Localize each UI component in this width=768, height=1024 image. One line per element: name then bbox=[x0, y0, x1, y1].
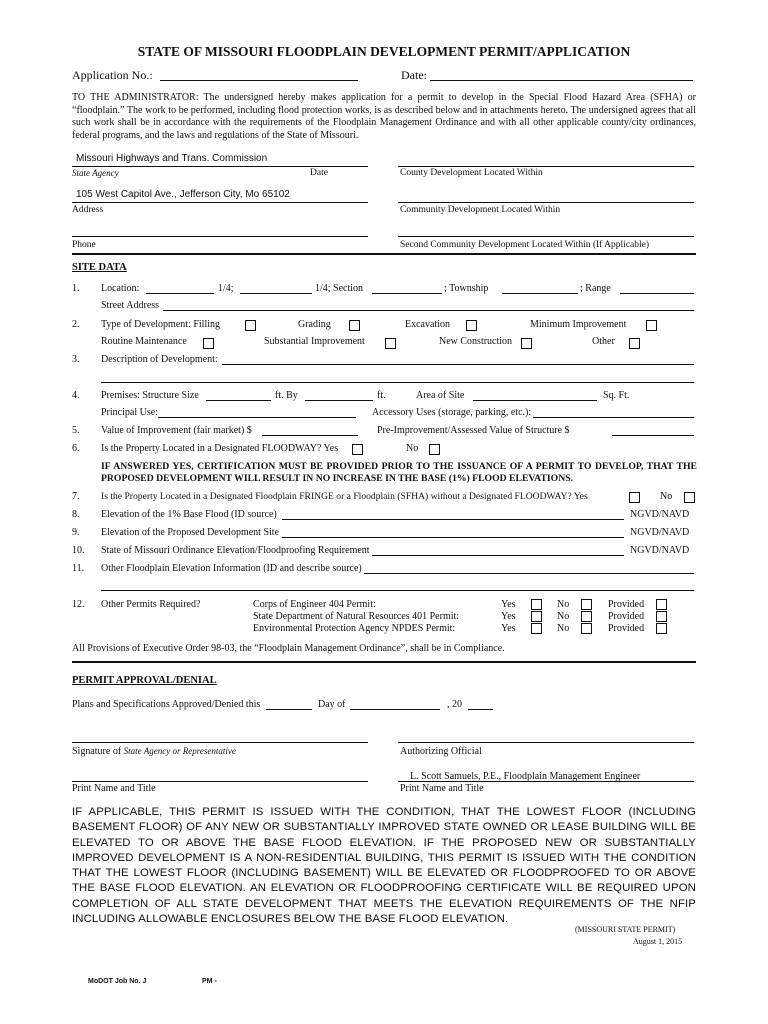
fringe-no-label: No bbox=[660, 491, 673, 502]
print-name-line-left[interactable] bbox=[72, 781, 368, 782]
missouri-state-permit-label: (MISSOURI STATE PERMIT) bbox=[575, 925, 676, 934]
permit-row-provided: Provided bbox=[608, 599, 645, 610]
structure-size-field-2[interactable] bbox=[305, 400, 373, 401]
item6-num: 6. bbox=[72, 443, 80, 454]
item1-num: 1. bbox=[72, 283, 80, 294]
location-q1-field[interactable] bbox=[146, 293, 214, 294]
item5-num: 5. bbox=[72, 425, 80, 436]
area-of-site-label: Area of Site bbox=[416, 390, 465, 401]
other-elevation-label: Other Floodplain Elevation Information (ID and describe source) bbox=[101, 563, 362, 574]
other-elevation-field-2[interactable] bbox=[101, 590, 694, 591]
range-field[interactable] bbox=[620, 293, 694, 294]
permit-401-yes-checkbox[interactable] bbox=[531, 611, 542, 622]
signature-line-right[interactable] bbox=[398, 742, 694, 743]
approval-month-field[interactable] bbox=[350, 709, 440, 710]
section-label: 1/4; Section bbox=[315, 283, 364, 294]
permit-row-no: No bbox=[557, 623, 570, 634]
ordinance-elevation-label: State of Missouri Ordinance Elevation/Floodproofing Requirement bbox=[101, 545, 370, 556]
permit-row-provided: Provided bbox=[608, 623, 645, 634]
street-address-field[interactable] bbox=[163, 310, 694, 311]
date-field[interactable] bbox=[430, 80, 693, 81]
permit-row-no: No bbox=[557, 611, 570, 622]
item12-num: 12. bbox=[72, 599, 85, 610]
plans-approved-label: Plans and Specifications Approved/Denied this bbox=[72, 699, 261, 710]
filling-checkbox[interactable] bbox=[245, 320, 256, 331]
principal-use-field[interactable] bbox=[158, 417, 356, 418]
township-field[interactable] bbox=[502, 293, 578, 294]
print-name-label-left: Print Name and Title bbox=[72, 783, 156, 794]
certification-warning: IF ANSWERED YES, CERTIFICATION MUST BE PROVIDED PRIOR TO THE ISSUANCE OF A PERMIT TO DEVELOP, THAT THE PROPOSED DEVELOPMENT WILL RESULT IN NO INCREASE IN THE BASE (1%) FLOOD ELEVATIONS. bbox=[101, 461, 697, 484]
description-field-1[interactable] bbox=[222, 364, 694, 365]
type-of-development-label: Type of Development: Filling bbox=[101, 319, 221, 330]
approval-day-field[interactable] bbox=[266, 709, 312, 710]
street-address-label: Street Address bbox=[101, 300, 160, 311]
permit-404-provided-checkbox[interactable] bbox=[656, 599, 667, 610]
permit-row-name: Environmental Protection Agency NPDES Permit: bbox=[253, 623, 456, 634]
agency-value[interactable]: Missouri Highways and Trans. Commission bbox=[76, 153, 268, 164]
signature-line-left[interactable] bbox=[72, 742, 368, 743]
permit-row-name: Corps of Engineer 404 Permit: bbox=[253, 599, 376, 610]
item4-num: 4. bbox=[72, 390, 80, 401]
other-label: Other bbox=[592, 336, 615, 347]
item2-num: 2. bbox=[72, 319, 80, 330]
other-elevation-field-1[interactable] bbox=[364, 573, 694, 574]
accessory-uses-field[interactable] bbox=[533, 417, 694, 418]
signature-label-italic: State Agency or Representative bbox=[123, 746, 236, 756]
ordinance-elevation-field[interactable] bbox=[372, 555, 624, 556]
area-of-site-field[interactable] bbox=[473, 400, 597, 401]
value-of-improvement-field[interactable] bbox=[262, 435, 358, 436]
grading-checkbox[interactable] bbox=[349, 320, 360, 331]
permit-npdes-provided-checkbox[interactable] bbox=[656, 623, 667, 634]
description-label: Description of Development: bbox=[101, 354, 218, 365]
base-flood-elevation-field[interactable] bbox=[282, 519, 624, 520]
floodway-no-label: No bbox=[406, 443, 419, 454]
ordinance-elevation-unit: NGVD/NAVD bbox=[630, 545, 690, 556]
approval-year-field[interactable] bbox=[468, 709, 493, 710]
site-elevation-field[interactable] bbox=[282, 537, 624, 538]
agency-line bbox=[72, 166, 368, 167]
permit-npdes-yes-checkbox[interactable] bbox=[531, 623, 542, 634]
section-field[interactable] bbox=[372, 293, 442, 294]
fringe-question: Is the Property Located in a Designated Floodplain FRINGE or a Floodplain (SFHA) without a Designated FLOODWAY? Yes bbox=[101, 491, 588, 502]
provisions-statement: All Provisions of Executive Order 98-03, the “Floodplain Management Ordinance”, shall be in Compliance. bbox=[72, 643, 505, 654]
pre-improvement-label: Pre-Improvement/Assessed Value of Structure $ bbox=[377, 425, 570, 436]
year-label: , 20 bbox=[447, 699, 462, 710]
site-elevation-unit: NGVD/NAVD bbox=[630, 527, 690, 538]
form-title: STATE OF MISSOURI FLOODPLAIN DEVELOPMENT PERMIT/APPLICATION bbox=[137, 44, 631, 59]
permit-row-name: State Department of Natural Resources 401 Permit: bbox=[253, 611, 460, 622]
intro-paragraph: TO THE ADMINISTRATOR: The undersigned hereby makes application for a permit to develop in the Special Flood Hazard Area (SFHA) or “floodplain.” The work to be performed, including flood protection works, is as described below and in attachments hereto. The undersigned agrees that all such work shall be in accordance with the requirements of the Floodplain Management Ordinance and with all other applicable county/city ordinances, federal programs, and the laws and regulations of the State of Missouri. bbox=[72, 92, 696, 141]
floodway-yes-checkbox[interactable] bbox=[352, 444, 363, 455]
location-q2-field[interactable] bbox=[240, 293, 312, 294]
value-of-improvement-label: Value of Improvement (fair market) $ bbox=[101, 425, 252, 436]
separator-middle bbox=[72, 661, 696, 663]
new-construction-checkbox[interactable] bbox=[521, 338, 532, 349]
address-value[interactable]: 105 West Capitol Ave., Jefferson City, Mo 65102 bbox=[76, 189, 290, 200]
application-no-field[interactable] bbox=[160, 80, 358, 81]
permit-approval-heading: PERMIT APPROVAL/DENIAL bbox=[72, 675, 217, 686]
structure-size-field-1[interactable] bbox=[206, 400, 271, 401]
community-label: Community Development Located Within bbox=[400, 205, 561, 215]
routine-maintenance-label: Routine Maintenance bbox=[101, 336, 187, 347]
separator-top bbox=[72, 253, 696, 255]
other-permits-label: Other Permits Required? bbox=[101, 599, 201, 610]
permit-401-provided-checkbox[interactable] bbox=[656, 611, 667, 622]
second-community-line[interactable] bbox=[398, 236, 694, 237]
floodway-no-checkbox[interactable] bbox=[429, 444, 440, 455]
address-label: Address bbox=[72, 205, 104, 215]
excavation-label: Excavation bbox=[405, 319, 450, 330]
application-no-label: Application No.: bbox=[72, 68, 153, 82]
permit-404-no-checkbox[interactable] bbox=[581, 599, 592, 610]
minimum-improvement-label: Minimum Improvement bbox=[530, 319, 627, 330]
new-construction-label: New Construction bbox=[439, 336, 513, 347]
site-elevation-label: Elevation of the Proposed Development Site bbox=[101, 527, 280, 538]
county-line[interactable] bbox=[398, 166, 694, 167]
pm-label: PM - bbox=[202, 978, 217, 985]
county-label: County Development Located Within bbox=[400, 168, 543, 178]
permit-row-provided: Provided bbox=[608, 611, 645, 622]
permit-condition-paragraph: IF APPLICABLE, THIS PERMIT IS ISSUED WITH THE CONDITION, THAT THE LOWEST FLOOR (INCLUDING BASEMENT FLOOR) OF ANY NEW OR SUBSTANTIALLY IMPROVED STATE OWNED OR LEASE BUILDING WILL BE ELEVATED TO OR ABOVE THE BASE FLOOD ELEVATION. IF THE PROPOSED NEW OR SUBSTANTIALLY IMPROVED DEVELOPMENT IS A NON-RESIDENTIAL BUILDING, THIS PERMIT IS ISSUED WITH THE CONDITION THAT THE LOWEST FLOOR (INCLUDING BASEMENT) WILL BE ELEVATED OR FLOODPROOFED TO OR ABOVE THE BASE FLOOD ELEVATION. AN ELEVATION OR FLOODPROOFING CERTIFICATE WILL BE REQUIRED UPON COMPLETION OF ALL STATE DEVELOPMENT THAT MEETS THE ELEVATION REQUIREMENTS OF THE NFIP INCLUDING ALLOWABLE ENCLOSURES BELOW THE BASE FLOOD ELEVATION. bbox=[72, 806, 696, 926]
address-line bbox=[72, 202, 368, 203]
phone-label: Phone bbox=[72, 240, 96, 250]
date-label: Date: bbox=[401, 68, 427, 82]
permit-401-no-checkbox[interactable] bbox=[581, 611, 592, 622]
ft-by-label: ft. By bbox=[275, 390, 298, 401]
signature-label bbox=[72, 747, 236, 757]
day-of-label: Day of bbox=[318, 699, 346, 710]
modot-job-no-label: MoDOT Job No. J bbox=[88, 978, 147, 985]
substantial-improvement-label: Substantial Improvement bbox=[264, 336, 365, 347]
pre-improvement-field[interactable] bbox=[612, 435, 694, 436]
q1-label: 1/4; bbox=[218, 283, 234, 294]
ft-label: ft. bbox=[377, 390, 386, 401]
base-flood-elevation-label: Elevation of the 1% Base Flood (ID source) bbox=[101, 509, 277, 520]
range-label: ; Range bbox=[580, 283, 611, 294]
print-name-label-right: Print Name and Title bbox=[400, 783, 484, 794]
premises-label: Premises: Structure Size bbox=[101, 390, 199, 401]
routine-maintenance-checkbox[interactable] bbox=[203, 338, 214, 349]
authorizing-official-label: Authorizing Official bbox=[400, 746, 482, 757]
signature-label-text: Signature of bbox=[72, 746, 122, 757]
permit-row-yes: Yes bbox=[501, 599, 516, 610]
grading-label: Grading bbox=[298, 319, 331, 330]
community-line[interactable] bbox=[398, 202, 694, 203]
item8-num: 8. bbox=[72, 509, 80, 520]
permit-row-no: No bbox=[557, 599, 570, 610]
location-label: Location: bbox=[101, 283, 140, 294]
item10-num: 10. bbox=[72, 545, 85, 556]
item7-num: 7. bbox=[72, 491, 80, 502]
accessory-uses-label: Accessory Uses (storage, parking, etc.): bbox=[372, 407, 532, 418]
permit-404-yes-checkbox[interactable] bbox=[531, 599, 542, 610]
item11-num: 11. bbox=[72, 563, 85, 574]
site-data-heading: SITE DATA bbox=[72, 262, 127, 273]
applicant-date-label: Date bbox=[310, 168, 328, 178]
engineer-name: L. Scott Samuels, P.E., Floodplain Management Engineer bbox=[410, 771, 641, 782]
fringe-yes-checkbox[interactable] bbox=[629, 492, 640, 503]
floodway-question: Is the Property Located in a Designated FLOODWAY? Yes bbox=[101, 443, 339, 454]
sqft-label: Sq. Ft. bbox=[603, 390, 630, 401]
form-date: August 1, 2015 bbox=[633, 937, 683, 946]
substantial-improvement-checkbox[interactable] bbox=[385, 338, 396, 349]
item9-num: 9. bbox=[72, 527, 80, 538]
township-label: ; Township bbox=[444, 283, 489, 294]
base-flood-unit: NGVD/NAVD bbox=[630, 509, 690, 520]
permit-npdes-no-checkbox[interactable] bbox=[581, 623, 592, 634]
second-community-label: Second Community Development Located Within (If Applicable) bbox=[400, 240, 650, 250]
excavation-checkbox[interactable] bbox=[466, 320, 477, 331]
fringe-no-checkbox[interactable] bbox=[684, 492, 695, 503]
description-field-2[interactable] bbox=[101, 382, 694, 383]
permit-row-yes: Yes bbox=[501, 611, 516, 622]
phone-line[interactable] bbox=[72, 236, 368, 237]
principal-use-label: Principal Use: bbox=[101, 407, 158, 418]
minimum-improvement-checkbox[interactable] bbox=[646, 320, 657, 331]
item3-num: 3. bbox=[72, 354, 80, 365]
permit-row-yes: Yes bbox=[501, 623, 516, 634]
other-checkbox[interactable] bbox=[629, 338, 640, 349]
print-name-line-right bbox=[398, 781, 694, 782]
agency-label: State Agency bbox=[72, 168, 119, 178]
